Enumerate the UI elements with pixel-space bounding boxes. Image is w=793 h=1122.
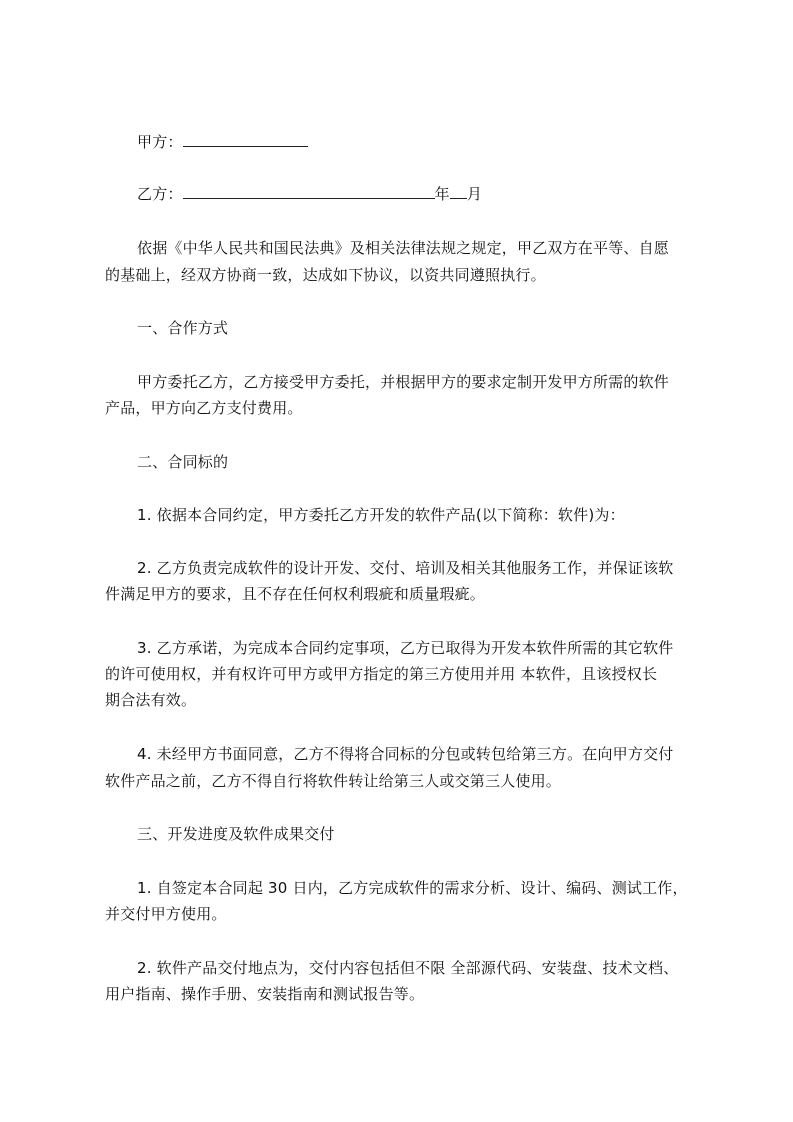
date-year-label: 年 <box>434 185 450 203</box>
section-3-item-2-line-2: 用户指南、操作手册、安装指南和测试报告等。 <box>105 985 425 1003</box>
party-a-line <box>137 132 737 152</box>
intro-line-2: 的基础上，经双方协商一致，达成如下协议，以资共同遵照执行。 <box>105 266 546 284</box>
date-month-label: 月 <box>466 185 483 203</box>
section-1-line-1: 甲方委托乙方，乙方接受甲方委托，并根据甲方的要求定制开发甲方所需的软件 <box>137 373 670 391</box>
section-2-item-1: 1. 依据本合同约定，甲方委托乙方开发的软件产品(以下简称：软件)为： <box>137 506 625 524</box>
section-2-item-2-line-1: 2. 乙方负责完成软件的设计开发、交付、培训及相关其他服务工作，并保证该软 <box>137 559 674 577</box>
date-month-blank <box>450 184 467 199</box>
section-2-item-4-line-2: 软件产品之前，乙方不得自行将软件转让给第三人或交第三人使用。 <box>105 772 562 790</box>
section-3-item-1-line-1: 1. 自签定本合同起 30 日内，乙方完成软件的需求分析、设计、编码、测试工作， <box>137 879 688 897</box>
party-b-line <box>137 184 737 204</box>
section-2-item-4-line-1: 4. 未经甲方书面同意，乙方不得将合同标的分包或转包给第三方。在向甲方交付 <box>137 745 674 763</box>
section-1-line-2: 产品，甲方向乙方支付费用。 <box>105 399 303 417</box>
section-1-title: 一、合作方式 <box>137 319 229 337</box>
section-2-item-3-line-2: 的许可使用权，并有权许可甲方或甲方指定的第三方使用并用 本软件，且该授权长 <box>105 665 658 683</box>
party-b-label: 乙方： <box>137 185 183 203</box>
section-2-item-2-line-2: 件满足甲方的要求，且不存在任何权利瑕疵和质量瑕疵。 <box>105 585 486 603</box>
party-a-label: 甲方： <box>137 133 183 151</box>
section-3-item-1-line-2: 并交付甲方使用。 <box>105 905 227 923</box>
intro-line-1: 依据《中华人民共和国民法典》及相关法律法规之规定，甲乙双方在平等、自愿 <box>137 239 670 257</box>
section-3-item-2-line-1: 2. 软件产品交付地点为，交付内容包括但不限 全部源代码、安装盘、技术文档、 <box>137 959 679 977</box>
section-2-item-3-line-3: 期合法有效。 <box>105 691 197 709</box>
section-3-title: 三、开发进度及软件成果交付 <box>137 825 335 843</box>
section-2-title: 二、合同标的 <box>137 453 229 471</box>
party-b-blank <box>183 184 435 199</box>
party-a-blank <box>183 132 308 147</box>
section-2-item-3-line-1: 3. 乙方承诺，为完成本合同约定事项，乙方已取得为开发本软件所需的其它软件 <box>137 639 674 657</box>
